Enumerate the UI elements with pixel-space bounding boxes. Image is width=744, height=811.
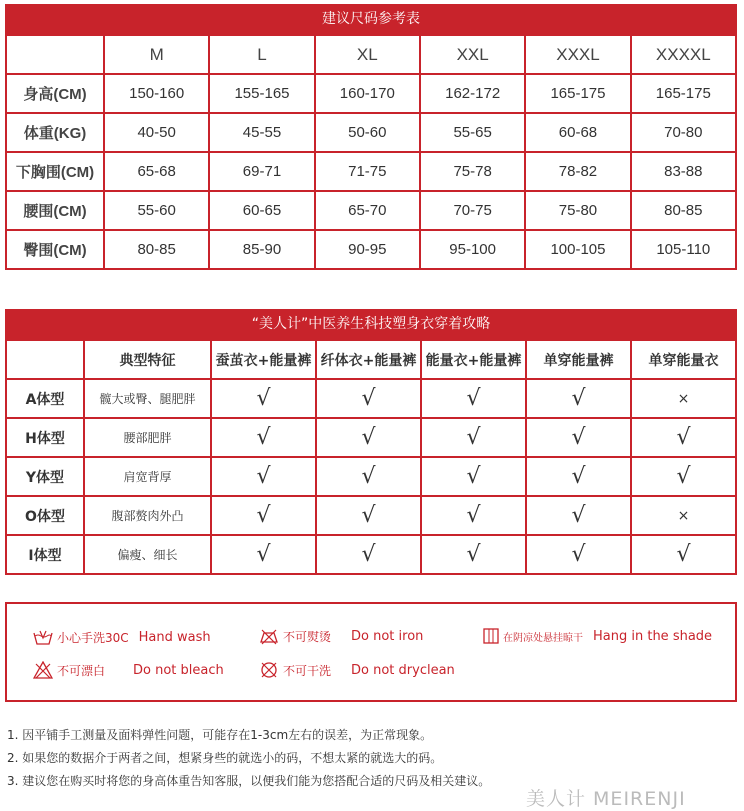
guide-col-header: 单穿能量裤 <box>526 340 631 379</box>
size-cell: 78-82 <box>525 152 630 191</box>
size-cell: 40-50 <box>104 113 209 152</box>
notes <box>7 724 490 793</box>
hang-shade-icon <box>483 627 499 645</box>
check-mark: √ <box>361 503 376 528</box>
size-cell: 162-172 <box>420 74 525 113</box>
size-col-xxxl: XXXL <box>525 35 630 74</box>
no-iron-en: Do not iron <box>351 628 424 644</box>
guide-row-h <box>6 418 736 457</box>
shade-cn: 在阴凉处悬挂晾干 <box>503 632 583 644</box>
care-no-dryclean <box>259 661 455 679</box>
guide-header-row <box>6 340 736 379</box>
size-cell: 100-105 <box>525 230 630 269</box>
check-mark: √ <box>256 386 271 411</box>
size-cell: 160-170 <box>315 74 420 113</box>
size-cell: 50-60 <box>315 113 420 152</box>
size-cell: 95-100 <box>420 230 525 269</box>
cross-mark: × <box>677 507 690 524</box>
care-no-iron <box>259 627 423 645</box>
guide-row-y <box>6 457 736 496</box>
check-mark: √ <box>361 425 376 450</box>
row-label: 臀围(CM) <box>6 230 104 269</box>
no-iron-cn: 不可熨烫 <box>283 629 332 644</box>
guide-col-header: 蚕茧衣+能量裤 <box>211 340 316 379</box>
no-dryclean-icon <box>259 661 279 679</box>
size-cell: 83-88 <box>631 152 736 191</box>
row-label: 腰围(CM) <box>6 191 104 230</box>
size-cell: 150-160 <box>104 74 209 113</box>
size-col-xxxxl: XXXXL <box>631 35 736 74</box>
size-cell: 55-65 <box>420 113 525 152</box>
size-cell: 80-85 <box>104 230 209 269</box>
body-type-feature: 腹部赘肉外凸 <box>84 496 211 535</box>
care-shade <box>483 627 712 645</box>
check-mark: √ <box>361 386 376 411</box>
size-row-hip <box>6 230 736 269</box>
size-cell: 165-175 <box>631 74 736 113</box>
check-mark: √ <box>466 386 481 411</box>
size-cell: 155-165 <box>209 74 314 113</box>
size-cell: 55-60 <box>104 191 209 230</box>
guide-col-header: 单穿能量衣 <box>631 340 736 379</box>
hand-wash-en: Hand wash <box>138 629 211 645</box>
size-corner-cell <box>6 35 104 74</box>
size-cell: 70-80 <box>631 113 736 152</box>
check-mark: √ <box>571 464 586 489</box>
size-cell: 75-78 <box>420 152 525 191</box>
care-hand-wash <box>33 628 211 646</box>
check-mark: √ <box>571 425 586 450</box>
note-line: 2. 如果您的数据介于两者之间，想紧身些的就选小的码，不想太紧的就选大的码。 <box>7 751 443 765</box>
check-mark: √ <box>256 542 271 567</box>
body-type-feature: 腰部肥胖 <box>84 418 211 457</box>
row-label: 下胸围(CM) <box>6 152 104 191</box>
size-cell: 165-175 <box>525 74 630 113</box>
check-mark: √ <box>466 425 481 450</box>
size-cell: 75-80 <box>525 191 630 230</box>
care-instructions <box>5 602 737 702</box>
size-cell: 60-65 <box>209 191 314 230</box>
size-row-height <box>6 74 736 113</box>
no-bleach-cn: 不可漂白 <box>57 663 106 678</box>
shade-en: Hang in the shade <box>593 628 713 644</box>
size-row-weight <box>6 113 736 152</box>
size-cell: 65-70 <box>315 191 420 230</box>
check-mark: √ <box>466 503 481 528</box>
size-cell: 71-75 <box>315 152 420 191</box>
cross-mark: × <box>677 390 690 407</box>
size-col-m: M <box>104 35 209 74</box>
no-bleach-en: Do not bleach <box>133 662 224 678</box>
size-row-underbust <box>6 152 736 191</box>
size-chart-title: 建议尺码参考表 <box>5 4 737 34</box>
body-type-label: H体型 <box>6 418 84 457</box>
check-mark: √ <box>256 503 271 528</box>
check-mark: √ <box>256 425 271 450</box>
check-mark: √ <box>676 464 691 489</box>
care-no-bleach <box>33 661 224 679</box>
note-line: 1. 因平铺手工测量及面料弹性问题，可能存在1-3cm左右的误差，为正常现象。 <box>7 728 433 742</box>
no-dryclean-en: Do not dryclean <box>351 662 455 678</box>
guide-row-a <box>6 379 736 418</box>
size-header-row <box>6 35 736 74</box>
no-dryclean-cn: 不可干洗 <box>283 663 332 678</box>
note-line: 3. 建议您在购买时将您的身高体重告知客服，以便我们能为您搭配合适的尺码及相关建议。 <box>7 774 491 788</box>
body-type-feature: 肩宽背厚 <box>84 457 211 496</box>
guide-row-i <box>6 535 736 574</box>
body-type-label: I体型 <box>6 535 84 574</box>
check-mark: √ <box>256 464 271 489</box>
size-cell: 90-95 <box>315 230 420 269</box>
size-row-waist <box>6 191 736 230</box>
guide-row-o <box>6 496 736 535</box>
check-mark: √ <box>676 542 691 567</box>
check-mark: √ <box>466 464 481 489</box>
row-label: 身高(CM) <box>6 74 104 113</box>
no-bleach-icon <box>33 661 53 679</box>
guide-col-header: 能量衣+能量裤 <box>421 340 526 379</box>
guide-table <box>5 339 737 575</box>
check-mark: √ <box>466 542 481 567</box>
hand-wash-icon <box>33 628 53 646</box>
hand-wash-cn: 小心手洗30C <box>57 630 129 645</box>
size-cell: 69-71 <box>209 152 314 191</box>
size-cell: 70-75 <box>420 191 525 230</box>
check-mark: √ <box>571 503 586 528</box>
size-col-l: L <box>209 35 314 74</box>
guide-corner-cell <box>6 340 84 379</box>
size-cell: 85-90 <box>209 230 314 269</box>
check-mark: √ <box>361 542 376 567</box>
body-type-label: Y体型 <box>6 457 84 496</box>
check-mark: √ <box>676 425 691 450</box>
check-mark: √ <box>361 464 376 489</box>
row-label: 体重(KG) <box>6 113 104 152</box>
body-type-label: O体型 <box>6 496 84 535</box>
body-type-label: A体型 <box>6 379 84 418</box>
check-mark: √ <box>571 542 586 567</box>
watermark: 美人计 MEIRENJI <box>526 788 686 810</box>
body-type-feature: 偏瘦、细长 <box>84 535 211 574</box>
size-cell: 65-68 <box>104 152 209 191</box>
guide-title: “美人计”中医养生科技塑身衣穿着攻略 <box>5 309 737 339</box>
size-col-xl: XL <box>315 35 420 74</box>
no-iron-icon <box>259 627 279 645</box>
check-mark: √ <box>571 386 586 411</box>
size-cell: 80-85 <box>631 191 736 230</box>
guide-col-header: 纤体衣+能量裤 <box>316 340 421 379</box>
size-chart-table <box>5 34 737 270</box>
size-cell: 60-68 <box>525 113 630 152</box>
size-col-xxl: XXL <box>420 35 525 74</box>
size-cell: 105-110 <box>631 230 736 269</box>
size-cell: 45-55 <box>209 113 314 152</box>
feature-header: 典型特征 <box>84 340 211 379</box>
body-type-feature: 髋大或臀、腿肥胖 <box>84 379 211 418</box>
